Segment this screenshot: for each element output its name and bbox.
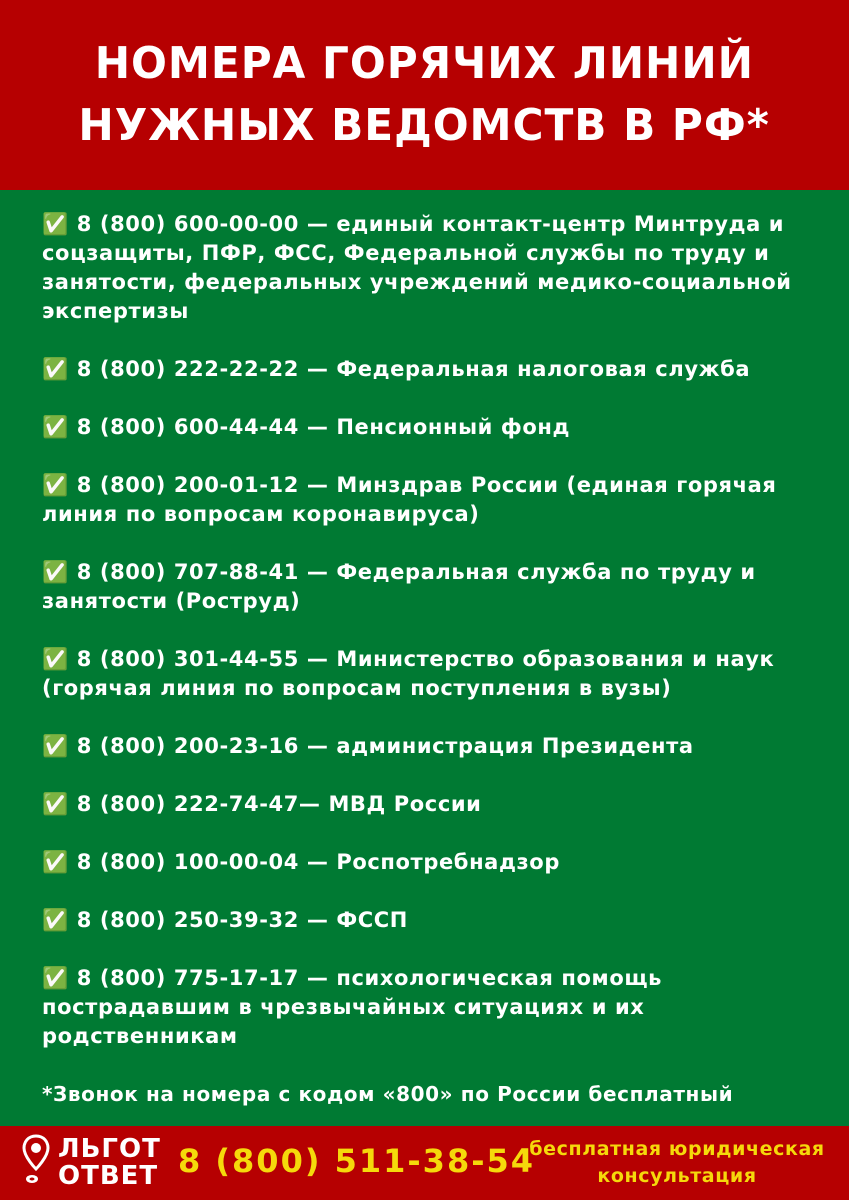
location-pin-icon [22,1133,50,1189]
consultation-label [512,1136,842,1190]
check-icon: ✅ [42,792,69,816]
logo-line-1: ЛЬГОТ [58,1134,161,1164]
list-item [42,413,822,442]
page-title-line-2: НУЖНЫХ ВЕДОМСТВ В РФ* [78,100,771,151]
hotline-text: 8 (800) 600-44-44 — Пенсионный фонд [76,415,571,439]
check-icon: ✅ [42,647,69,671]
hotline-text: 8 (800) 600-00-00 — единый контакт-центр Минтруда и соцзащиты, ПФР, ФСС, Федеральной службы по труду и занятости, федеральных учреждений медико-социальной экспертизы [42,212,792,323]
hotline-text: 8 (800) 222-22-22 — Федеральная налоговая служба [76,357,751,381]
check-icon: ✅ [42,473,69,497]
list-item [42,558,822,616]
list-item [42,471,822,529]
page-title-line-1: НОМЕРА ГОРЯЧИХ ЛИНИЙ [94,38,755,89]
check-icon: ✅ [42,908,69,932]
consultation-line-1: бесплатная юридическая [529,1138,825,1160]
check-icon: ✅ [42,560,69,584]
list-item [42,848,822,877]
check-icon: ✅ [42,966,69,990]
list-item [42,732,822,761]
hotline-text: 8 (800) 200-01-12 — Минздрав России (единая горячая линия по вопросам коронавируса) [42,473,777,526]
check-icon: ✅ [42,734,69,758]
hotline-text: 8 (800) 250-39-32 — ФССП [76,908,408,932]
hotline-list [42,210,822,1080]
header-banner [0,0,849,190]
check-icon: ✅ [42,357,69,381]
list-item [42,964,822,1051]
check-icon: ✅ [42,415,69,439]
logo-text [58,1136,161,1190]
check-icon: ✅ [42,850,69,874]
list-item [42,906,822,935]
list-item [42,355,822,384]
hotline-text: 8 (800) 222-74-47— МВД России [76,792,482,816]
footnote: *Звонок на номера с кодом «800» по России бесплатный [42,1082,734,1106]
footer-bar [0,1126,849,1200]
check-icon: ✅ [42,212,69,236]
hotline-text: 8 (800) 200-23-16 — администрация Президента [76,734,694,758]
list-item [42,210,822,326]
logo-line-2: ОТВЕТ [58,1161,159,1191]
hotline-text: 8 (800) 707-88-41 — Федеральная служба по труду и занятости (Роструд) [42,560,756,613]
hotline-text: 8 (800) 775-17-17 — психологическая помощь пострадавшим в чрезвычайных ситуациях и их родственникам [42,966,663,1048]
list-item [42,645,822,703]
contact-phone[interactable]: 8 (800) 511-38-54 [178,1142,536,1180]
consultation-line-2: консультация [597,1165,757,1187]
list-item [42,790,822,819]
hotline-text: 8 (800) 100-00-04 — Роспотребнадзор [76,850,560,874]
hotline-text: 8 (800) 301-44-55 — Министерство образования и наук (горячая линия по вопросам поступления в вузы) [42,647,775,700]
